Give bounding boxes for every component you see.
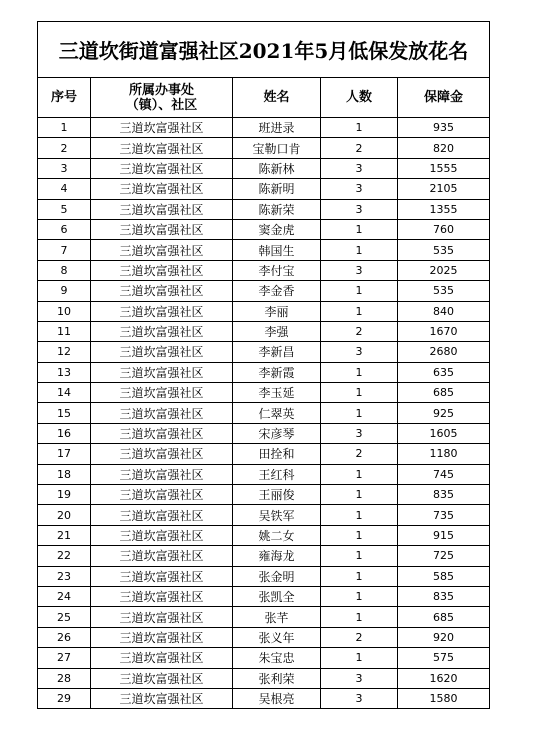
row-unit-cell: 三道坎富强社区	[91, 179, 233, 199]
row-people-cell: 3	[321, 688, 398, 708]
table-row	[38, 158, 490, 178]
table-row	[38, 586, 490, 606]
row-name-cell: 李新霞	[233, 362, 321, 382]
header-unit	[91, 78, 233, 118]
row-unit-cell: 三道坎富强社区	[91, 281, 233, 301]
row-amount-cell: 1355	[398, 199, 490, 219]
row-people-cell: 2	[321, 138, 398, 158]
table-row	[38, 321, 490, 341]
row-name-cell: 田拴和	[233, 444, 321, 464]
row-name-cell: 吴铁军	[233, 505, 321, 525]
row-index-cell: 7	[38, 240, 91, 260]
row-people-cell: 3	[321, 158, 398, 178]
row-name-cell: 张金明	[233, 566, 321, 586]
table-row	[38, 260, 490, 280]
table-row	[38, 403, 490, 423]
row-index-cell: 4	[38, 179, 91, 199]
row-amount-cell: 920	[398, 627, 490, 647]
row-unit-cell: 三道坎富强社区	[91, 668, 233, 688]
row-people-cell: 2	[321, 444, 398, 464]
row-people-cell: 1	[321, 546, 398, 566]
row-people-cell: 3	[321, 199, 398, 219]
roster-body	[38, 118, 490, 709]
row-amount-cell: 535	[398, 281, 490, 301]
row-name-cell: 朱宝忠	[233, 648, 321, 668]
row-name-cell: 陈新明	[233, 179, 321, 199]
row-name-cell: 韩国生	[233, 240, 321, 260]
table-row	[38, 281, 490, 301]
row-people-cell: 1	[321, 505, 398, 525]
row-amount-cell: 1180	[398, 444, 490, 464]
row-amount-cell: 635	[398, 362, 490, 382]
row-amount-cell: 2105	[398, 179, 490, 199]
row-people-cell: 1	[321, 586, 398, 606]
header-unit-line2: （镇）、社区	[125, 97, 198, 113]
row-unit-cell: 三道坎富强社区	[91, 688, 233, 708]
row-unit-cell: 三道坎富强社区	[91, 464, 233, 484]
header-amount: 保障金	[398, 78, 490, 118]
table-row	[38, 118, 490, 138]
row-name-cell: 姚二女	[233, 525, 321, 545]
row-unit-cell: 三道坎富强社区	[91, 648, 233, 668]
row-unit-cell: 三道坎富强社区	[91, 485, 233, 505]
row-unit-cell: 三道坎富强社区	[91, 627, 233, 647]
table-row	[38, 301, 490, 321]
row-unit-cell: 三道坎富强社区	[91, 607, 233, 627]
table-row	[38, 525, 490, 545]
row-name-cell: 李丽	[233, 301, 321, 321]
row-unit-cell: 三道坎富强社区	[91, 505, 233, 525]
row-unit-cell: 三道坎富强社区	[91, 158, 233, 178]
row-name-cell: 宋彦琴	[233, 423, 321, 443]
row-index-cell: 1	[38, 118, 91, 138]
table-row	[38, 688, 490, 708]
row-index-cell: 15	[38, 403, 91, 423]
row-amount-cell: 1555	[398, 158, 490, 178]
row-amount-cell: 1620	[398, 668, 490, 688]
row-people-cell: 1	[321, 281, 398, 301]
row-index-cell: 21	[38, 525, 91, 545]
row-name-cell: 张利荣	[233, 668, 321, 688]
row-name-cell: 李玉延	[233, 383, 321, 403]
row-index-cell: 3	[38, 158, 91, 178]
table-row	[38, 444, 490, 464]
row-unit-cell: 三道坎富强社区	[91, 138, 233, 158]
row-amount-cell: 840	[398, 301, 490, 321]
row-index-cell: 26	[38, 627, 91, 647]
row-name-cell: 陈新林	[233, 158, 321, 178]
row-people-cell: 1	[321, 240, 398, 260]
row-name-cell: 李新昌	[233, 342, 321, 362]
row-people-cell: 2	[321, 627, 398, 647]
row-amount-cell: 685	[398, 607, 490, 627]
row-people-cell: 1	[321, 403, 398, 423]
row-name-cell: 陈新荣	[233, 199, 321, 219]
row-name-cell: 王丽俊	[233, 485, 321, 505]
table-row	[38, 138, 490, 158]
row-amount-cell: 575	[398, 648, 490, 668]
row-unit-cell: 三道坎富强社区	[91, 383, 233, 403]
row-unit-cell: 三道坎富强社区	[91, 342, 233, 362]
row-amount-cell: 760	[398, 219, 490, 239]
table-row	[38, 219, 490, 239]
row-name-cell: 王红科	[233, 464, 321, 484]
table-row	[38, 362, 490, 382]
row-amount-cell: 935	[398, 118, 490, 138]
table-row	[38, 505, 490, 525]
row-people-cell: 3	[321, 668, 398, 688]
row-name-cell: 张芊	[233, 607, 321, 627]
row-name-cell: 雍海龙	[233, 546, 321, 566]
row-people-cell: 1	[321, 118, 398, 138]
row-name-cell: 李金香	[233, 281, 321, 301]
row-amount-cell: 725	[398, 546, 490, 566]
row-amount-cell: 835	[398, 586, 490, 606]
row-people-cell: 1	[321, 362, 398, 382]
row-index-cell: 11	[38, 321, 91, 341]
row-amount-cell: 535	[398, 240, 490, 260]
row-people-cell: 3	[321, 342, 398, 362]
row-index-cell: 23	[38, 566, 91, 586]
row-unit-cell: 三道坎富强社区	[91, 219, 233, 239]
row-index-cell: 22	[38, 546, 91, 566]
row-index-cell: 19	[38, 485, 91, 505]
table-row	[38, 342, 490, 362]
row-index-cell: 10	[38, 301, 91, 321]
row-index-cell: 6	[38, 219, 91, 239]
row-index-cell: 17	[38, 444, 91, 464]
table-row	[38, 199, 490, 219]
row-amount-cell: 2680	[398, 342, 490, 362]
row-unit-cell: 三道坎富强社区	[91, 444, 233, 464]
row-index-cell: 20	[38, 505, 91, 525]
row-name-cell: 李强	[233, 321, 321, 341]
row-people-cell: 1	[321, 648, 398, 668]
row-amount-cell: 820	[398, 138, 490, 158]
row-index-cell: 29	[38, 688, 91, 708]
row-index-cell: 5	[38, 199, 91, 219]
row-unit-cell: 三道坎富强社区	[91, 199, 233, 219]
row-amount-cell: 735	[398, 505, 490, 525]
row-amount-cell: 1605	[398, 423, 490, 443]
row-index-cell: 27	[38, 648, 91, 668]
table-row	[38, 668, 490, 688]
table-row	[38, 464, 490, 484]
table-row	[38, 383, 490, 403]
row-name-cell: 宝勒口肯	[233, 138, 321, 158]
row-amount-cell: 1670	[398, 321, 490, 341]
row-unit-cell: 三道坎富强社区	[91, 301, 233, 321]
row-name-cell: 张义年	[233, 627, 321, 647]
row-index-cell: 16	[38, 423, 91, 443]
row-people-cell: 1	[321, 301, 398, 321]
row-people-cell: 3	[321, 260, 398, 280]
row-amount-cell: 585	[398, 566, 490, 586]
row-people-cell: 1	[321, 566, 398, 586]
row-people-cell: 1	[321, 525, 398, 545]
row-index-cell: 9	[38, 281, 91, 301]
row-index-cell: 13	[38, 362, 91, 382]
row-index-cell: 28	[38, 668, 91, 688]
row-unit-cell: 三道坎富强社区	[91, 118, 233, 138]
allowance-roster-table	[37, 21, 490, 709]
header-people: 人数	[321, 78, 398, 118]
table-row	[38, 627, 490, 647]
row-name-cell: 仁翠英	[233, 403, 321, 423]
row-unit-cell: 三道坎富强社区	[91, 586, 233, 606]
row-people-cell: 2	[321, 321, 398, 341]
sheet-title: 三道坎街道富强社区2021年5月低保发放花名	[38, 22, 490, 78]
row-name-cell: 班进录	[233, 118, 321, 138]
row-unit-cell: 三道坎富强社区	[91, 423, 233, 443]
row-index-cell: 14	[38, 383, 91, 403]
header-name: 姓名	[233, 78, 321, 118]
row-name-cell: 张凯全	[233, 586, 321, 606]
row-name-cell: 窦金虎	[233, 219, 321, 239]
table-row	[38, 179, 490, 199]
table-row	[38, 566, 490, 586]
row-index-cell: 25	[38, 607, 91, 627]
row-unit-cell: 三道坎富强社区	[91, 546, 233, 566]
table-row	[38, 607, 490, 627]
row-unit-cell: 三道坎富强社区	[91, 566, 233, 586]
row-unit-cell: 三道坎富强社区	[91, 403, 233, 423]
row-people-cell: 3	[321, 179, 398, 199]
row-name-cell: 吴根亮	[233, 688, 321, 708]
header-index: 序号	[38, 78, 91, 118]
row-amount-cell: 915	[398, 525, 490, 545]
row-name-cell: 李付宝	[233, 260, 321, 280]
row-people-cell: 1	[321, 464, 398, 484]
row-amount-cell: 685	[398, 383, 490, 403]
row-unit-cell: 三道坎富强社区	[91, 362, 233, 382]
row-people-cell: 1	[321, 383, 398, 403]
row-unit-cell: 三道坎富强社区	[91, 321, 233, 341]
row-index-cell: 12	[38, 342, 91, 362]
row-amount-cell: 925	[398, 403, 490, 423]
table-row	[38, 546, 490, 566]
row-people-cell: 1	[321, 485, 398, 505]
row-amount-cell: 745	[398, 464, 490, 484]
row-index-cell: 18	[38, 464, 91, 484]
row-index-cell: 24	[38, 586, 91, 606]
row-unit-cell: 三道坎富强社区	[91, 260, 233, 280]
row-people-cell: 1	[321, 219, 398, 239]
row-index-cell: 8	[38, 260, 91, 280]
row-index-cell: 2	[38, 138, 91, 158]
table-row	[38, 485, 490, 505]
row-people-cell: 3	[321, 423, 398, 443]
row-people-cell: 1	[321, 607, 398, 627]
table-row	[38, 423, 490, 443]
allowance-roster-sheet	[37, 21, 489, 709]
row-amount-cell: 835	[398, 485, 490, 505]
table-row	[38, 240, 490, 260]
row-unit-cell: 三道坎富强社区	[91, 240, 233, 260]
table-row	[38, 648, 490, 668]
row-amount-cell: 1580	[398, 688, 490, 708]
row-amount-cell: 2025	[398, 260, 490, 280]
row-unit-cell: 三道坎富强社区	[91, 525, 233, 545]
header-unit-line1: 所属办事处	[128, 82, 194, 98]
